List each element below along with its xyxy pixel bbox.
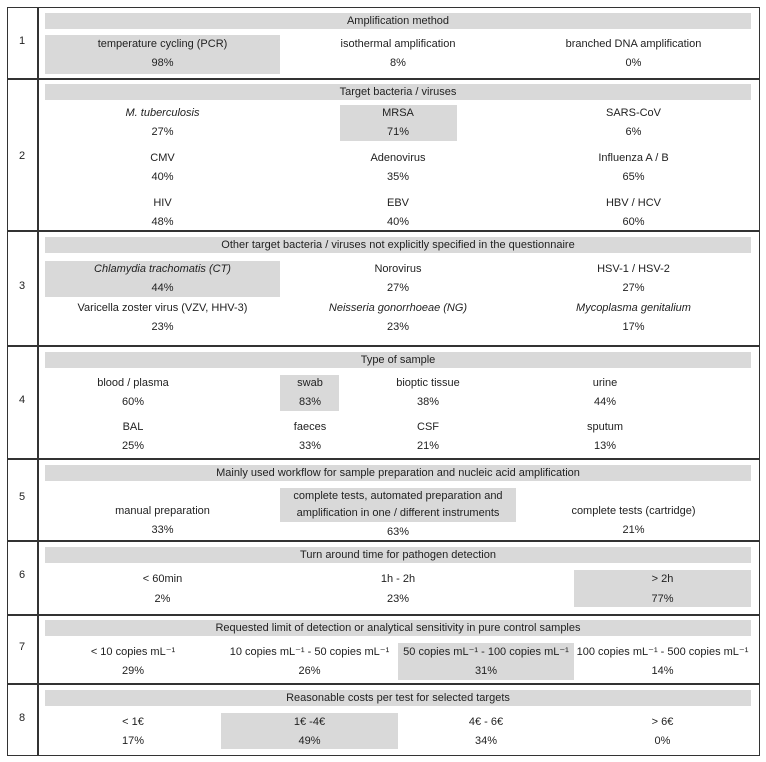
result-label: 1h - 2h xyxy=(380,573,416,585)
row-number: 6 xyxy=(18,569,26,581)
result-cell xyxy=(517,418,693,456)
result-label: 100 copies mL⁻¹ - 500 copies mL⁻¹ xyxy=(576,646,749,658)
result-label: HIV xyxy=(153,197,172,209)
result-label: > 6€ xyxy=(651,716,674,728)
result-label: manual preparation xyxy=(115,505,210,517)
result-cell xyxy=(516,35,751,73)
result-cell xyxy=(45,260,280,298)
row-number: 4 xyxy=(18,394,26,406)
row-divider xyxy=(7,345,760,347)
result-label: M. tuberculosis xyxy=(125,107,200,119)
section-title: Mainly used workflow for sample preparation and nucleic acid amplification xyxy=(45,465,751,481)
result-label: faeces xyxy=(293,421,327,433)
result-value: 6% xyxy=(625,126,642,138)
section-title: Other target bacteria / viruses not explicitly specified in the questionnaire xyxy=(45,237,751,253)
result-label-line2: amplification in one / different instruments xyxy=(296,507,500,519)
result-value: 40% xyxy=(151,171,174,183)
result-label: 4€ - 6€ xyxy=(468,716,504,728)
result-value: 48% xyxy=(151,216,174,228)
result-value: 98% xyxy=(151,57,174,69)
result-cell xyxy=(280,569,516,609)
result-cell xyxy=(340,374,516,412)
result-label: bioptic tissue xyxy=(396,377,460,389)
result-cell xyxy=(516,260,751,298)
result-cell xyxy=(280,35,516,73)
result-cell xyxy=(45,299,280,337)
result-label: < 60min xyxy=(142,573,183,585)
result-label: blood / plasma xyxy=(97,377,169,389)
result-value: 77% xyxy=(651,593,674,605)
result-value: 44% xyxy=(151,282,174,294)
result-cell xyxy=(45,643,221,681)
result-value: 49% xyxy=(298,735,321,747)
result-value: 25% xyxy=(121,440,145,452)
result-label: CMV xyxy=(150,152,175,164)
result-label: sputum xyxy=(586,421,624,433)
result-value: 0% xyxy=(625,57,642,69)
result-label: 50 copies mL⁻¹ - 100 copies mL⁻¹ xyxy=(403,646,569,658)
result-label: HSV-1 / HSV-2 xyxy=(597,263,670,275)
result-label: EBV xyxy=(386,197,409,209)
result-label: < 10 copies mL⁻¹ xyxy=(90,646,176,658)
row-number: 7 xyxy=(18,641,26,653)
result-value: 21% xyxy=(416,440,440,452)
result-value: 60% xyxy=(622,216,645,228)
result-label: urine xyxy=(592,377,618,389)
result-value: 23% xyxy=(151,321,174,333)
result-cell xyxy=(340,418,516,456)
result-cell xyxy=(221,713,398,751)
result-cell xyxy=(516,149,751,187)
result-cell xyxy=(45,569,280,609)
row-number: 1 xyxy=(18,35,26,47)
result-cell xyxy=(516,194,751,232)
result-value: 31% xyxy=(474,665,498,677)
result-value: 0% xyxy=(654,735,671,747)
result-label: Varicella zoster virus (VZV, HHV-3) xyxy=(77,302,248,314)
section-title: Turn around time for pathogen detection xyxy=(45,547,751,563)
result-cell xyxy=(45,194,280,232)
result-cell xyxy=(45,104,280,142)
result-cell xyxy=(45,374,221,412)
result-cell xyxy=(516,502,751,540)
result-label: Mycoplasma genitalium xyxy=(576,302,691,314)
section-title: Amplification method xyxy=(45,13,751,29)
result-value: 40% xyxy=(386,216,410,228)
result-value: 33% xyxy=(298,440,322,452)
result-cell xyxy=(45,149,280,187)
result-label: < 1€ xyxy=(122,716,144,728)
result-value: 8% xyxy=(390,57,406,69)
result-label: 1€ -4€ xyxy=(293,716,326,728)
result-cell xyxy=(398,713,574,751)
row-number: 2 xyxy=(18,150,26,162)
result-value: 21% xyxy=(622,524,645,536)
row-divider xyxy=(7,78,760,80)
result-value: 35% xyxy=(386,171,410,183)
result-label: swab xyxy=(297,377,323,389)
result-value: 14% xyxy=(651,665,674,677)
result-cell xyxy=(516,104,751,142)
result-cell xyxy=(280,488,516,541)
section-title: Type of sample xyxy=(45,352,751,368)
result-value: 44% xyxy=(593,396,617,408)
result-label: BAL xyxy=(122,421,144,433)
result-label: CSF xyxy=(417,421,439,433)
section-title: Requested limit of detection or analytical sensitivity in pure control samples xyxy=(45,620,751,636)
result-cell xyxy=(45,35,280,73)
result-value: 27% xyxy=(622,282,645,294)
result-label: Chlamydia trachomatis (CT) xyxy=(94,263,231,275)
result-label: Influenza A / B xyxy=(598,152,669,164)
result-value: 33% xyxy=(151,524,174,536)
row-divider xyxy=(7,614,760,616)
row-divider xyxy=(7,458,760,460)
result-label: MRSA xyxy=(382,107,414,119)
result-cell xyxy=(280,104,516,142)
result-cell xyxy=(574,569,751,609)
result-value: 26% xyxy=(298,665,321,677)
result-value: 71% xyxy=(386,126,410,138)
result-cell xyxy=(280,194,516,232)
result-label: isothermal amplification xyxy=(340,38,456,50)
result-value: 13% xyxy=(593,440,617,452)
result-cell xyxy=(398,643,574,681)
row-number: 8 xyxy=(18,712,26,724)
result-value: 27% xyxy=(386,282,410,294)
result-cell xyxy=(574,713,751,751)
result-cell xyxy=(517,374,693,412)
result-cell xyxy=(45,502,280,540)
result-cell xyxy=(280,299,516,337)
result-cell xyxy=(45,418,221,456)
result-label: complete tests, automated preparation and xyxy=(293,490,503,502)
row-number: 5 xyxy=(18,491,26,503)
result-label: Neisseria gonorrhoeae (NG) xyxy=(328,302,468,314)
result-label: SARS-CoV xyxy=(605,107,662,119)
result-value: 38% xyxy=(416,396,440,408)
result-label: 10 copies mL⁻¹ - 50 copies mL⁻¹ xyxy=(229,646,390,658)
section-title: Target bacteria / viruses xyxy=(45,84,751,100)
result-cell xyxy=(574,643,751,681)
row-divider xyxy=(7,683,760,685)
result-label: > 2h xyxy=(651,573,674,585)
result-label: Norovirus xyxy=(374,263,422,275)
result-label: branched DNA amplification xyxy=(565,38,702,50)
result-cell xyxy=(221,643,398,681)
result-value: 60% xyxy=(121,396,145,408)
result-label: complete tests (cartridge) xyxy=(571,505,696,517)
result-value: 65% xyxy=(622,171,645,183)
result-value: 27% xyxy=(151,126,174,138)
result-label: HBV / HCV xyxy=(605,197,661,209)
result-cell xyxy=(280,149,516,187)
result-label: Adenovirus xyxy=(370,152,426,164)
column-divider xyxy=(37,7,39,756)
result-value: 34% xyxy=(474,735,498,747)
result-value: 63% xyxy=(386,526,410,538)
result-value: 2% xyxy=(154,593,171,605)
result-value: 17% xyxy=(121,735,145,747)
result-value: 83% xyxy=(298,396,322,408)
result-value: 17% xyxy=(622,321,645,333)
section-title: Reasonable costs per test for selected targets xyxy=(45,690,751,706)
result-cell xyxy=(45,713,221,751)
result-value: 23% xyxy=(386,321,410,333)
result-cell xyxy=(516,299,751,337)
result-value: 29% xyxy=(121,665,145,677)
result-value: 23% xyxy=(386,593,410,605)
result-label: temperature cycling (PCR) xyxy=(97,38,228,50)
row-number: 3 xyxy=(18,280,26,292)
result-cell xyxy=(280,260,516,298)
